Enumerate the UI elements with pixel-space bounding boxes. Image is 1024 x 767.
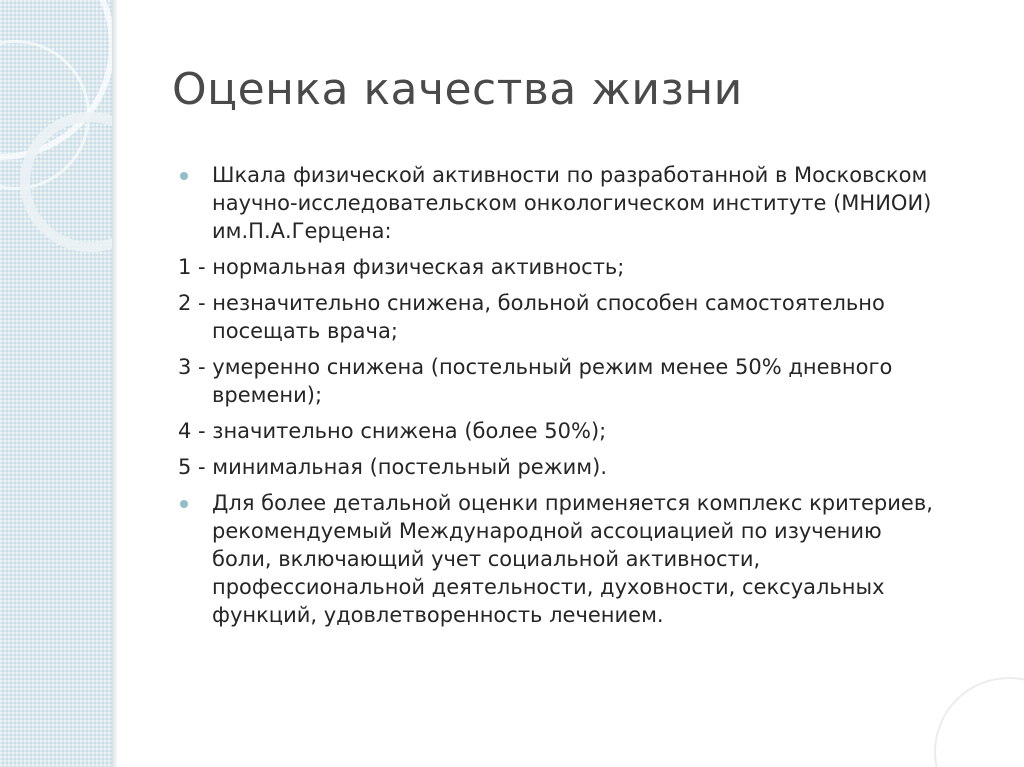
slide-title: Оценка качества жизни — [172, 64, 743, 115]
scale-level-4 — [178, 417, 938, 445]
scale-level-text: 1 - нормальная физическая активность; — [178, 255, 625, 279]
bullet-dot-icon — [180, 172, 188, 180]
scale-level-3 — [178, 353, 938, 409]
bullet-dot-icon — [180, 500, 188, 508]
side-panel-shadow — [112, 0, 118, 767]
scale-level-text: 2 - незначительно снижена, больной способен самостоятельно посещать врача; — [178, 291, 885, 343]
scale-level-5 — [178, 453, 938, 481]
bullet-item-criteria — [178, 489, 938, 629]
scale-level-1 — [178, 253, 938, 281]
scale-level-text: 3 - умеренно снижена (постельный режим менее 50% дневного времени); — [178, 355, 893, 407]
decorative-side-panel — [0, 0, 112, 767]
scale-level-text: 4 - значительно снижена (более 50%); — [178, 419, 607, 443]
decorative-ring-corner — [934, 677, 1024, 767]
slide-body — [178, 161, 938, 637]
bullet-item-scale — [178, 161, 938, 245]
scale-level-2 — [178, 289, 938, 345]
bullet-text: Для более детальной оценки применяется комплекс критериев, рекомендуемый Международной ассоциацией по изучению боли, включающий учет социальной активности, профессиональной деятельности, духовности, сексуальных функций, удовлетворенность лечением. — [212, 491, 933, 627]
scale-level-text: 5 - минимальная (постельный режим). — [178, 455, 608, 479]
bullet-text: Шкала физической активности по разработанной в Московском научно-исследовательском онкологическом институте (МНИОИ) им.П.А.Герцена: — [212, 163, 932, 243]
